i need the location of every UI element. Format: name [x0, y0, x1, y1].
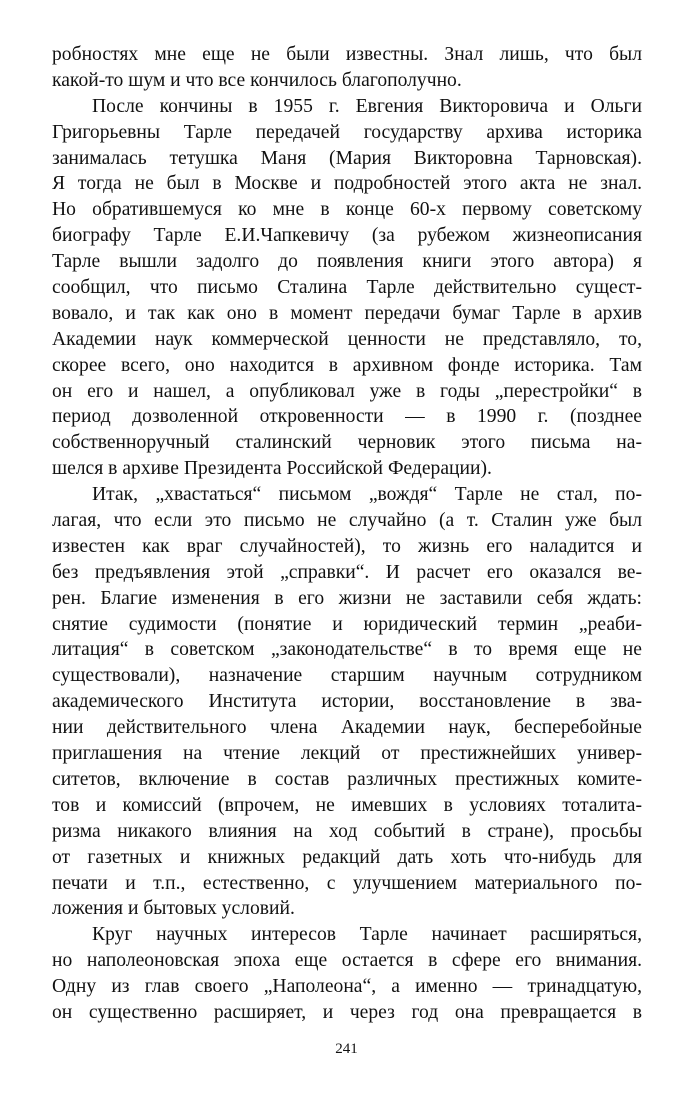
text-line: шелся в архиве Президента Российской Федерации).	[52, 458, 492, 480]
text-line: литация“ в советском „законодательстве“ в то время еще не	[52, 639, 642, 661]
paragraph	[52, 482, 642, 922]
text-line: После кончины в 1955 г. Евгения Викторовича и Ольги	[92, 95, 642, 117]
paragraph	[52, 42, 642, 94]
text-line: рен. Благие изменения в его жизни не заставили себя ждать:	[52, 587, 642, 609]
text-line: лагая, что если это письмо не случайно (а т. Сталин уже был	[52, 510, 642, 532]
text-line: он существенно расширяет, и через год она превращается в	[52, 1001, 642, 1023]
text-line: скорее всего, оно находится в архивном фонде историка. Там	[52, 354, 642, 376]
text-line: ризма никакого влияния на ход событий в стране), просьбы	[52, 820, 642, 842]
paragraph	[52, 94, 642, 482]
text-line: Я тогда не был в Москве и подробностей этого акта не знал.	[52, 173, 642, 195]
text-line: ложения и бытовых условий.	[52, 898, 295, 920]
text-line: он его и нашел, а опубликовал уже в годы „перестройки“ в	[52, 380, 642, 402]
text-line: известен как враг случайностей), то жизнь его наладится и	[52, 535, 642, 557]
text-line: снятие судимости (понятие и юридический термин „реаби-	[52, 613, 642, 635]
text-line: какой-то шум и что все кончилось благополучно.	[52, 69, 462, 91]
text-line: от газетных и книжных редакций дать хоть что-нибудь для	[52, 846, 642, 868]
text-line: академического Института истории, восстановление в зва-	[52, 691, 642, 713]
text-line: Одну из глав своего „Наполеона“, а именно — тринадцатую,	[52, 976, 642, 998]
text-line: тов и комиссий (впрочем, не имевших в условиях тоталита-	[52, 794, 642, 816]
text-line: но наполеоновская эпоха еще остается в сфере его внимания.	[52, 950, 642, 972]
page-number: 241	[335, 1041, 358, 1057]
text-line: ситетов, включение в состав различных престижных комите-	[52, 768, 642, 790]
body-text	[52, 42, 642, 1026]
text-line: Итак, „хвастаться“ письмом „вождя“ Тарле не стал, по-	[92, 484, 642, 506]
text-line: приглашения на чтение лекций от престижнейших универ-	[52, 743, 642, 765]
text-line: Тарле вышли задолго до появления книги этого автора) я	[52, 251, 642, 273]
text-line: без предъявления этой „справки“. И расчет его оказался ве-	[52, 561, 642, 583]
text-line: сообщил, что письмо Сталина Тарле действительно сущест-	[52, 277, 642, 299]
text-line: нии действительного члена Академии наук, бесперебойные	[52, 717, 642, 739]
text-line: период дозволенной откровенности — в 1990 г. (позднее	[52, 406, 642, 428]
paragraph	[52, 922, 642, 1026]
text-line: вовало, и так как оно в момент передачи бумаг Тарле в архив	[52, 302, 642, 324]
text-line: существовали), назначение старшим научным сотрудником	[52, 665, 642, 687]
text-line: собственноручный сталинский черновик этого письма на-	[52, 432, 642, 454]
text-line: Григорьевны Тарле передачей государству архива историка	[52, 121, 642, 143]
text-line: робностях мне еще не были известны. Знал лишь, что был	[52, 44, 642, 65]
text-line: Круг научных интересов Тарле начинает расширяться,	[92, 924, 642, 946]
text-line: Но обратившемуся ко мне в конце 60-х первому советскому	[52, 199, 642, 221]
text-line: занималась тетушка Маня (Мария Викторовна Тарновская).	[52, 147, 642, 169]
text-line: Академии наук коммерческой ценности не представляло, то,	[52, 328, 642, 350]
text-line: печати и т.п., естественно, с улучшением материального по-	[52, 872, 642, 894]
text-line: биографу Тарле Е.И.Чапкевичу (за рубежом жизнеописания	[52, 225, 642, 247]
